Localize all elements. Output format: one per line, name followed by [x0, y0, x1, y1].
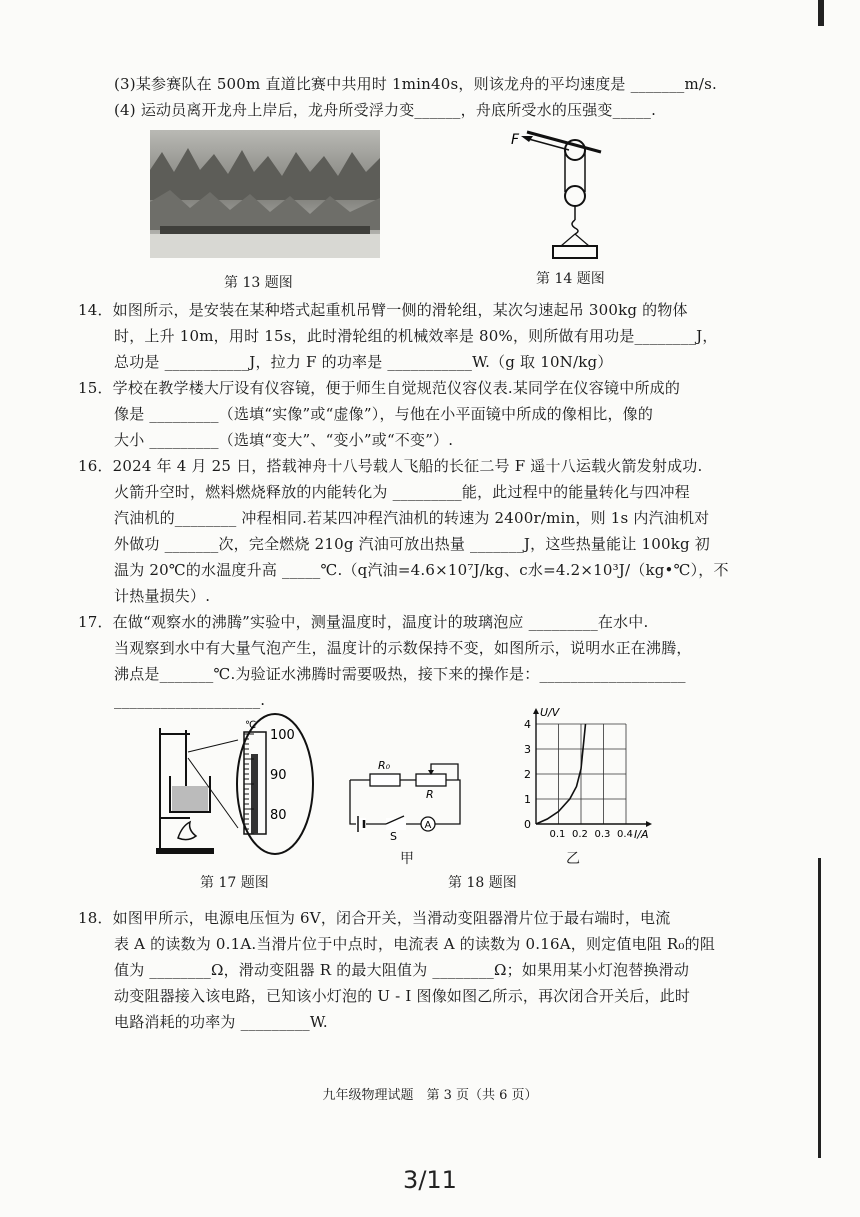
chart-y-tick-label: 3: [524, 743, 531, 756]
q18-line3: 值为 ________Ω，滑动变阻器 R 的最大阻值为 ________Ω；如果用某小灯泡替换滑动: [114, 961, 690, 979]
q14-line3: 总功是 ___________J，拉力 F 的功率是 ___________W.（g 取 10N/kg）: [114, 353, 613, 371]
fig18-ammeter-label: A: [424, 820, 432, 831]
fig17-caption: 第 17 题图: [200, 875, 269, 891]
fig17-tick-80: 80: [270, 808, 287, 823]
fig18-rheostat: [416, 774, 446, 786]
fig18-circuit: [340, 752, 470, 842]
q16-line5: 温为 20℃的水温度升高 _____℃.（q汽油=4.6×10⁷J/kg、c水=4.2×10³J/（kg•℃），不: [114, 561, 729, 579]
q16-line1: 16．2024 年 4 月 25 日，搭载神舟十八号载人飞船的长征二号 F 遥十八运载火箭发射成功.: [78, 457, 703, 475]
fig18-r-label: R: [426, 788, 434, 801]
q17-line3: 沸点是_______℃.为验证水沸腾时需要吸热，接下来的操作是：___________________: [114, 665, 686, 683]
q14-line1: 14．如图所示，是安装在某种塔式起重机吊臂一侧的滑轮组，某次匀速起吊 300kg 的物体: [78, 301, 688, 319]
fig14-caption: 第 14 题图: [536, 271, 605, 287]
chart-x-tick-label: 0.2: [572, 829, 588, 840]
q13-part3: (3)某参赛队在 500m 直道比赛中共用时 1min40s，则该龙舟的平均速度是 _______m/s.: [114, 75, 718, 93]
fig14-load: [553, 246, 597, 258]
chart-x-axis-label: I/A: [634, 828, 649, 841]
fig17-beaker-water: [172, 786, 208, 812]
fig18-r0-label: R₀: [378, 759, 391, 772]
fig14-moving-pulley: [565, 186, 585, 206]
q13-part4: (4) 运动员离开龙舟上岸后，龙舟所受浮力变______，舟底所受水的压强变_____.: [114, 101, 657, 119]
chart-y-axis-label: U/V: [540, 706, 560, 719]
q15-line1: 15．学校在教学楼大厅设有仪容镜，便于师生自觉规范仪容仪表.某同学在仪容镜中所成的: [78, 379, 681, 397]
fig18-switch-label: S: [390, 830, 397, 842]
q17-line1: 17．在做“观察水的沸腾”实验中，测量温度时，温度计的玻璃泡应 _________在水中.: [78, 613, 649, 631]
chart-y-tick-label: 0: [524, 818, 531, 831]
page-indicator: 3/11: [403, 1166, 457, 1194]
fig18-jia-label: 甲: [400, 851, 414, 867]
q16-line4: 外做功 _______次，完全燃烧 210g 汽油可放出热量 _______J，这些热量能让 100kg 初: [114, 535, 710, 553]
q17-line4: ___________________.: [114, 691, 266, 709]
fig17-stand-base: [156, 848, 214, 854]
q18-line4: 动变阻器接入该电路，已知该小灯泡的 U - I 图像如图乙所示，再次闭合开关后，此时: [114, 987, 691, 1005]
fig17-tick-100: 100: [270, 728, 295, 743]
chart-x-tick-label: 0.4: [617, 829, 633, 840]
fig14-pulley-diagram: [505, 128, 615, 263]
q18-line5: 电路消耗的功率为 _________W.: [114, 1013, 328, 1031]
fig14-sling-left: [561, 234, 575, 246]
chart-y-tick-label: 2: [524, 768, 531, 781]
fig14-rope-pull: [525, 138, 569, 150]
fig18-yi-label: 乙: [566, 851, 580, 867]
q18-line2: 表 A 的读数为 0.1A.当滑片位于中点时，电流表 A 的读数为 0.16A，则定值电阻 R₀的阻: [114, 935, 716, 953]
q17-line2: 当观察到水中有大量气泡产生，温度计的示数保持不变，如图所示，说明水正在沸腾，: [114, 639, 692, 657]
chart-x-arrow: [646, 821, 652, 827]
scan-edge-right: [818, 858, 821, 1158]
fig17-unit-label: ℃: [245, 720, 257, 731]
chart-y-tick-label: 1: [524, 793, 531, 806]
fig18-caption: 第 18 题图: [448, 875, 517, 891]
q18-line1: 18．如图甲所示，电源电压恒为 6V，闭合开关，当滑动变阻器滑片位于最右端时，电流: [78, 909, 671, 927]
fig17-mercury-column: [251, 754, 258, 834]
q15-line2: 像是 _________（选填“实像”或“虚像”），与他在小平面镜中所成的像相比，像的: [114, 405, 654, 423]
fig18-r0-resistor: [370, 774, 400, 786]
fig13-caption: 第 13 题图: [224, 275, 293, 291]
q16-line6: 计热量损失）.: [114, 587, 211, 605]
q16-line2: 火箭升空时，燃料燃烧释放的内能转化为 _________能，此过程中的能量转化与四冲程: [114, 483, 690, 501]
fig14-hook: [572, 220, 578, 234]
chart-x-tick-label: 0.1: [549, 829, 566, 840]
fig14-force-label: F: [511, 132, 520, 148]
fig17-burner-flame: [178, 822, 196, 840]
fig17-boiling-apparatus: [150, 712, 325, 862]
chart-x-tick-label: 0.3: [594, 829, 611, 840]
page-footer: 九年级物理试题 第 3 页（共 6 页）: [322, 1088, 538, 1103]
q15-line3: 大小 _________（选填“变大”、“变小”或“不变”）.: [114, 431, 454, 449]
scan-edge-top: [818, 0, 824, 26]
fig13-dragon-boat-photo: [150, 130, 380, 258]
fig14-sling-right: [575, 234, 589, 246]
chart-y-arrow: [533, 708, 539, 714]
fig17-tick-90: 90: [270, 768, 287, 783]
chart-y-tick-label: 4: [524, 718, 531, 731]
fig17-zoom-line-top: [188, 740, 238, 752]
q14-line2: 时，上升 10m，用时 15s，此时滑轮组的机械效率是 80%，则所做有用功是________J，: [114, 327, 718, 345]
fig18-ui-chart: [500, 702, 660, 842]
q16-line3: 汽油机的________ 冲程相同.若某四冲程汽油机的转速为 2400r/min，则 1s 内汽油机对: [114, 509, 710, 527]
